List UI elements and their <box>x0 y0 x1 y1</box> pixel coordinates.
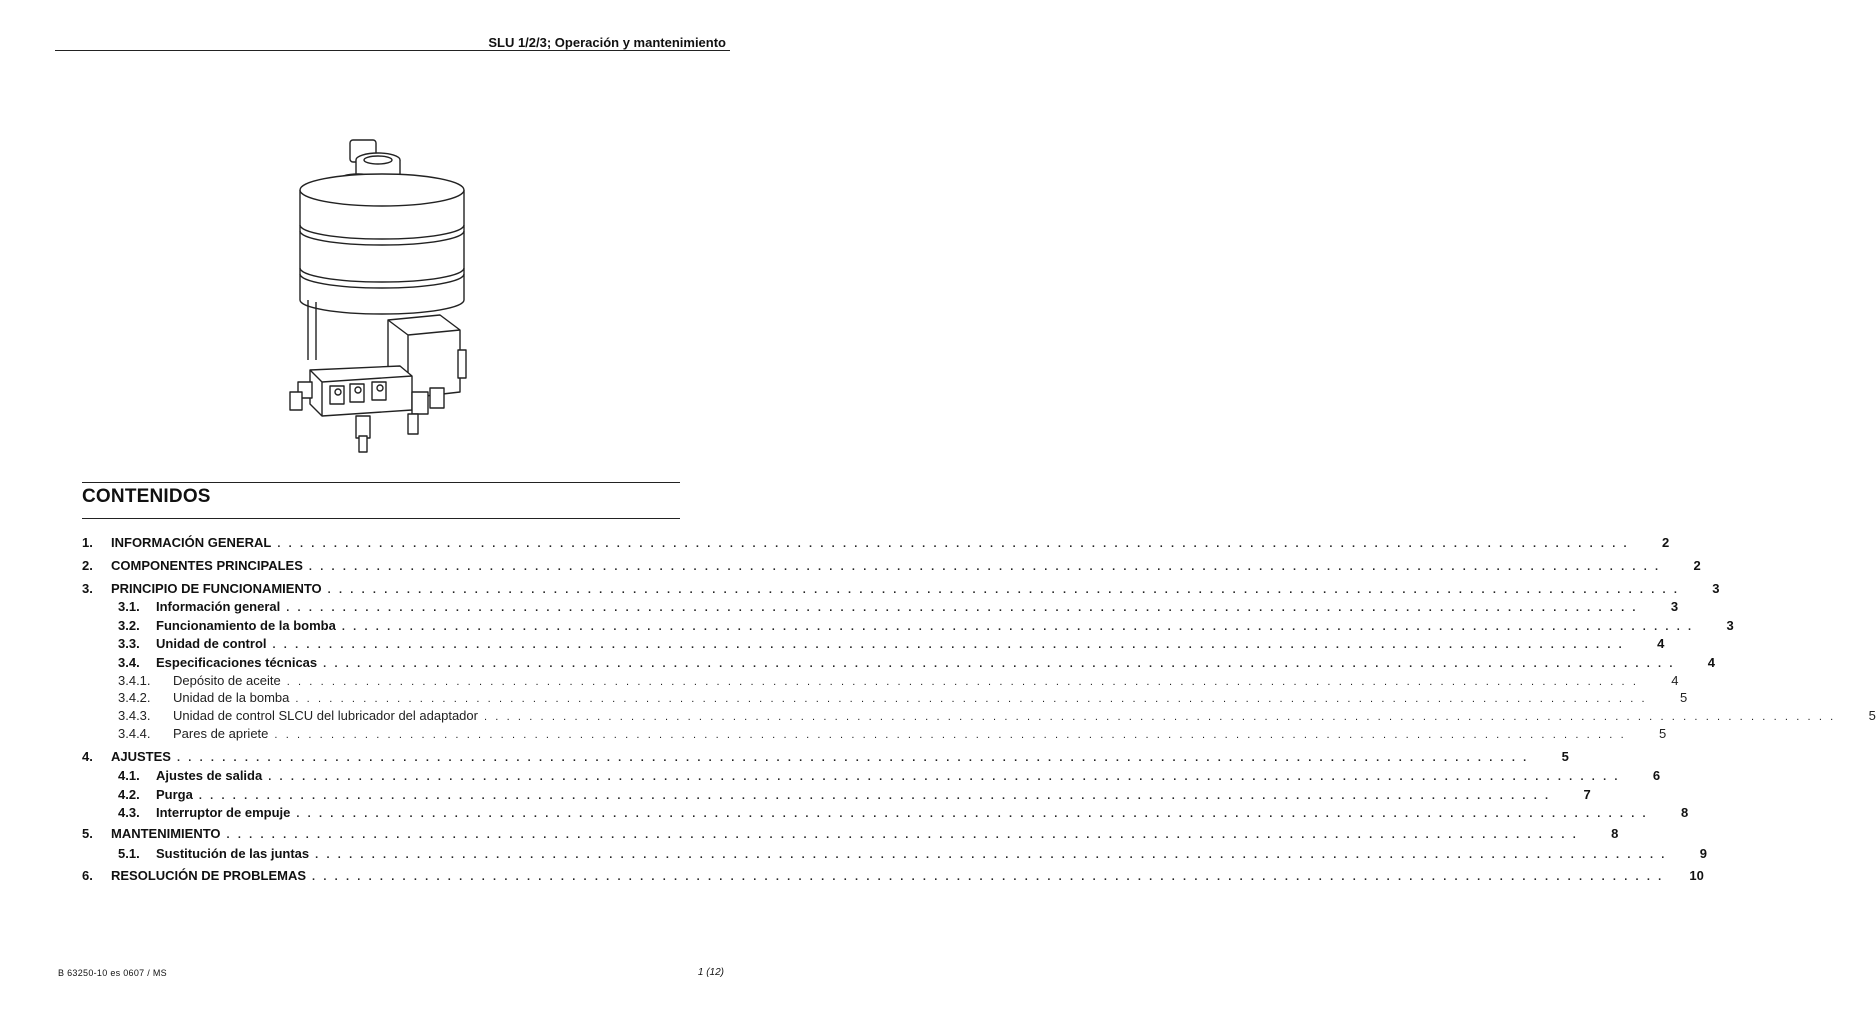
toc-entry[interactable] <box>82 867 1704 885</box>
dot-leader: . . . . . . . . . . . . . . . . . . . . . . . . . . . . . . . . . . . . . . . . . . . . . . . . . . . . . . . . . . . . . . . . . . . . . . . . . . . . . . . . . . . . . . . . . . . . . . . . . . . . . . . . . . . . . . . . . . . . . . . . <box>295 693 1648 705</box>
toc-entry-page: 5 <box>1659 726 1667 741</box>
dot-leader: . . . . . . . . . . . . . . . . . . . . . . . . . . . . . . . . . . . . . . . . . . . . . . . . . . . . . . . . . . . . . . . . . . . . . . . . . . . . . . . . . . . . . . . . . . . . . . . . . . . . . . . . . . . . . . . . . . . . . . . . <box>483 711 1836 723</box>
toc-entry[interactable] <box>82 635 1665 653</box>
toc-rule-top <box>82 482 680 483</box>
toc-entry-page: 4 <box>1671 673 1679 688</box>
dot-leader: . . . . . . . . . . . . . . . . . . . . . . . . . . . . . . . . . . . . . . . . . . . . . . . . . . . . . . . . . . . . . . . . . . . . . . . . . . . . . . . . . . . . . . . . . . . . . . . . . . . . . . . . . . . . . . . . . . . . . . . . <box>226 829 1579 841</box>
dot-leader: . . . . . . . . . . . . . . . . . . . . . . . . . . . . . . . . . . . . . . . . . . . . . . . . . . . . . . . . . . . . . . . . . . . . . . . . . . . . . . . . . . . . . . . . . . . . . . . . . . . . . . . . . . . . . . . . . . . . . . . . <box>323 658 1675 670</box>
toc-rule-bottom <box>82 518 680 519</box>
footer-page-label: 1 (12) <box>697 967 724 978</box>
toc-entry-number: 6. <box>82 868 93 883</box>
toc-entry-number: 4.1. <box>118 768 140 783</box>
toc-entry-number: 3.4.4. <box>118 726 151 741</box>
toc-entry-number: 4. <box>82 749 93 764</box>
toc-entry-number: 3.2. <box>118 618 140 633</box>
toc-entry-title: Sustitución de las juntas <box>156 846 310 861</box>
dot-leader: . . . . . . . . . . . . . . . . . . . . . . . . . . . . . . . . . . . . . . . . . . . . . . . . . . . . . . . . . . . . . . . . . . . . . . . . . . . . . . . . . . . . . . . . . . . . . . . . . . . . . . . . . . . . . . . . . . . . . . . . <box>274 729 1627 741</box>
toc-entry[interactable] <box>82 534 1670 552</box>
toc-entry[interactable] <box>82 707 1876 725</box>
toc-entry-page: 8 <box>1680 805 1689 820</box>
toc-entry[interactable] <box>82 654 1715 672</box>
toc-heading: CONTENIDOS <box>82 486 211 507</box>
toc-entry-page: 5 <box>1679 690 1688 705</box>
toc-entry-page: 2 <box>1693 558 1701 573</box>
toc-entry-page: 8 <box>1611 826 1619 841</box>
dot-leader: . . . . . . . . . . . . . . . . . . . . . . . . . . . . . . . . . . . . . . . . . . . . . . . . . . . . . . . . . . . . . . . . . . . . . . . . . . . . . . . . . . . . . . . . . . . . . . . . . . . . . . . . . . . . . . . . . . . . . . . . <box>296 808 1649 820</box>
toc-entry-title: Pares de apriete <box>173 726 269 741</box>
toc-entry-page: 3 <box>1670 599 1679 614</box>
toc-entry-title: Purga <box>156 787 193 802</box>
dot-leader: . . . . . . . . . . . . . . . . . . . . . . . . . . . . . . . . . . . . . . . . . . . . . . . . . . . . . . . . . . . . . . . . . . . . . . . . . . . . . . . . . . . . . . . . . . . . . . . . . . . . . . . . . . . . . . . . . . . . . . . . <box>277 538 1630 550</box>
footer-doc-code: B 63250-10 es 0607 / MS <box>58 968 167 978</box>
dot-leader: . . . . . . . . . . . . . . . . . . . . . . . . . . . . . . . . . . . . . . . . . . . . . . . . . . . . . . . . . . . . . . . . . . . . . . . . . . . . . . . . . . . . . . . . . . . . . . . . . . . . . . . . . . . . . . . . . . . . . . . . <box>315 849 1667 861</box>
toc-entry-title: Depósito de aceite <box>173 673 281 688</box>
toc-entry-number: 3.4.3. <box>118 708 151 723</box>
toc-entry-title: PRINCIPIO DE FUNCIONAMIENTO <box>111 581 322 596</box>
toc-entry-title: MANTENIMIENTO <box>111 826 221 841</box>
toc-entry-number: 3.4. <box>118 655 140 670</box>
toc-entry-title: INFORMACIÓN GENERAL <box>111 535 272 550</box>
dot-leader: . . . . . . . . . . . . . . . . . . . . . . . . . . . . . . . . . . . . . . . . . . . . . . . . . . . . . . . . . . . . . . . . . . . . . . . . . . . . . . . . . . . . . . . . . . . . . . . . . . . . . . . . . . . . . . . . . . . . . . . . <box>198 790 1551 802</box>
toc-entry-number: 4.2. <box>118 787 140 802</box>
toc-entry[interactable] <box>82 689 1688 707</box>
toc-entry-title: Unidad de la bomba <box>173 690 290 705</box>
header-rule <box>55 50 730 51</box>
toc-entry-number: 2. <box>82 558 93 573</box>
toc-entry-page: 4 <box>1657 636 1665 651</box>
dot-leader: . . . . . . . . . . . . . . . . . . . . . . . . . . . . . . . . . . . . . . . . . . . . . . . . . . . . . . . . . . . . . . . . . . . . . . . . . . . . . . . . . . . . . . . . . . . . . . . . . . . . . . . . . . . . . . . . . . . . . . . . <box>286 676 1639 688</box>
toc-entry-number: 4.3. <box>118 805 140 820</box>
toc-entry[interactable] <box>82 804 1689 822</box>
toc-entry-number: 5.1. <box>118 846 140 861</box>
toc-entry-page: 4 <box>1707 655 1715 670</box>
toc-entry[interactable] <box>82 786 1591 804</box>
toc-entry[interactable] <box>82 748 1569 766</box>
toc-entry-number: 3.4.2. <box>118 690 151 705</box>
toc-entry[interactable] <box>82 725 1667 743</box>
toc-entry[interactable] <box>82 845 1707 863</box>
toc-entry[interactable] <box>82 557 1701 575</box>
toc-entry-page: 5 <box>1561 749 1569 764</box>
dot-leader: . . . . . . . . . . . . . . . . . . . . . . . . . . . . . . . . . . . . . . . . . . . . . . . . . . . . . . . . . . . . . . . . . . . . . . . . . . . . . . . . . . . . . . . . . . . . . . . . . . . . . . . . . . . . . . . . . . . . . . . . <box>312 871 1664 883</box>
dot-leader: . . . . . . . . . . . . . . . . . . . . . . . . . . . . . . . . . . . . . . . . . . . . . . . . . . . . . . . . . . . . . . . . . . . . . . . . . . . . . . . . . . . . . . . . . . . . . . . . . . . . . . . . . . . . . . . . . . . . . . . . <box>341 621 1694 633</box>
toc-entry[interactable] <box>82 598 1679 616</box>
toc-entry-page: 6 <box>1652 768 1661 783</box>
toc-entry[interactable] <box>82 580 1720 598</box>
toc-entry-page: 3 <box>1726 618 1734 633</box>
toc-entry-page: 3 <box>1712 581 1720 596</box>
toc-entry-title: Ajustes de salida <box>156 768 263 783</box>
toc-entry-number: 5. <box>82 826 93 841</box>
toc-entry-number: 3.3. <box>118 636 140 651</box>
dot-leader: . . . . . . . . . . . . . . . . . . . . . . . . . . . . . . . . . . . . . . . . . . . . . . . . . . . . . . . . . . . . . . . . . . . . . . . . . . . . . . . . . . . . . . . . . . . . . . . . . . . . . . . . . . . . . . . . . . . . . . . . <box>327 584 1680 596</box>
toc-entry-title: Especificaciones técnicas <box>156 655 318 670</box>
toc-entry-number: 3.1. <box>118 599 140 614</box>
pump-unit-illustration <box>280 130 490 460</box>
toc-entry-title: Funcionamiento de la bomba <box>156 618 336 633</box>
toc-entry-page: 7 <box>1583 787 1591 802</box>
toc-entry-page: 10 <box>1689 868 1704 883</box>
dot-leader: . . . . . . . . . . . . . . . . . . . . . . . . . . . . . . . . . . . . . . . . . . . . . . . . . . . . . . . . . . . . . . . . . . . . . . . . . . . . . . . . . . . . . . . . . . . . . . . . . . . . . . . . . . . . . . . . . . . . . . . . <box>308 561 1661 573</box>
toc-entry-title: Interruptor de empuje <box>156 805 291 820</box>
toc-entry-title: Unidad de control SLCU del lubricador del adaptador <box>173 708 478 723</box>
toc-entry-title: Unidad de control <box>156 636 267 651</box>
toc-entry-title: COMPONENTES PRINCIPALES <box>111 558 303 573</box>
dot-leader: . . . . . . . . . . . . . . . . . . . . . . . . . . . . . . . . . . . . . . . . . . . . . . . . . . . . . . . . . . . . . . . . . . . . . . . . . . . . . . . . . . . . . . . . . . . . . . . . . . . . . . . . . . . . . . . . . . . . . . . . <box>176 752 1529 764</box>
toc-entry-number: 3. <box>82 581 93 596</box>
dot-leader: . . . . . . . . . . . . . . . . . . . . . . . . . . . . . . . . . . . . . . . . . . . . . . . . . . . . . . . . . . . . . . . . . . . . . . . . . . . . . . . . . . . . . . . . . . . . . . . . . . . . . . . . . . . . . . . . . . . . . . . . <box>272 639 1625 651</box>
dot-leader: . . . . . . . . . . . . . . . . . . . . . . . . . . . . . . . . . . . . . . . . . . . . . . . . . . . . . . . . . . . . . . . . . . . . . . . . . . . . . . . . . . . . . . . . . . . . . . . . . . . . . . . . . . . . . . . . . . . . . . . . <box>268 771 1621 783</box>
toc-entry[interactable] <box>82 672 1679 690</box>
header-title: SLU 1/2/3; Operación y mantenimiento <box>488 35 726 50</box>
dot-leader: . . . . . . . . . . . . . . . . . . . . . . . . . . . . . . . . . . . . . . . . . . . . . . . . . . . . . . . . . . . . . . . . . . . . . . . . . . . . . . . . . . . . . . . . . . . . . . . . . . . . . . . . . . . . . . . . . . . . . . . . <box>286 602 1639 614</box>
toc-entry-title: AJUSTES <box>111 749 171 764</box>
toc-entry-page: 2 <box>1661 535 1670 550</box>
toc-entry-title: Información general <box>156 599 281 614</box>
toc-entry-number: 1. <box>82 535 93 550</box>
toc-entry[interactable] <box>82 767 1661 785</box>
toc-entry-title: RESOLUCIÓN DE PROBLEMAS <box>111 868 307 883</box>
toc-entry[interactable] <box>82 617 1734 635</box>
toc-entry-page: 9 <box>1699 846 1707 861</box>
toc-entry-page: 5 <box>1868 708 1876 723</box>
toc-entry[interactable] <box>82 825 1619 843</box>
toc-entry-number: 3.4.1. <box>118 673 151 688</box>
